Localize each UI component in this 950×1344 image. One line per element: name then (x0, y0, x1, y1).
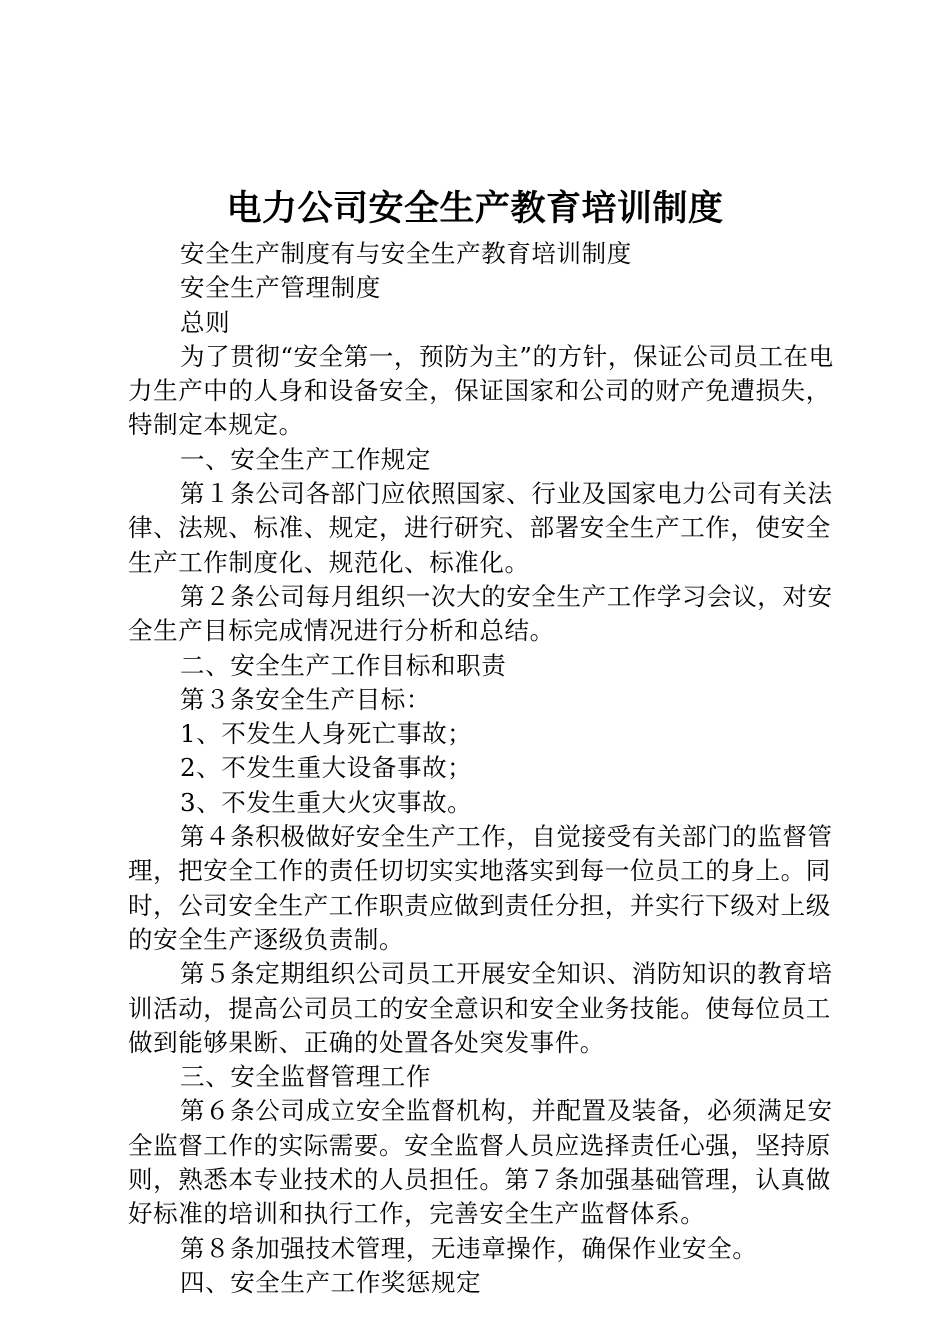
list-item-goal-2: 2、不发生重大设备事故； (180, 753, 473, 783)
list-item-goal-1: 1、不发生人身死亡事故； (180, 719, 473, 749)
document-body (128, 237, 840, 1300)
list-item-goal-3: 3、不发生重大火灾事故。 (180, 787, 473, 817)
paragraph-article-8: 第８条加强技术管理，无违章操作，确保作业安全。 (180, 1233, 758, 1263)
paragraph-subtitle: 安全生产制度有与安全生产教育培训制度 (180, 239, 632, 268)
heading-section-1: 一、安全生产工作规定 (180, 444, 431, 474)
heading-section-2: 二、安全生产工作目标和职责 (180, 650, 507, 680)
paragraph-article-3: 第３条安全生产目标： (180, 684, 431, 714)
paragraph-section-name: 安全生产管理制度 (180, 273, 381, 303)
paragraph-general-heading: 总则 (180, 307, 231, 337)
paragraph-article-2: 第２条公司每月组织一次大的安全生产工作学习会议，对安全生产目标完成情况进行分析和总结。 (128, 581, 833, 646)
paragraph-article-1: 第１条公司各部门应依照国家、行业及国家电力公司有关法律、法规、标准、规定，进行研究、部署安全生产工作，使安全生产工作制度化、规范化、标准化。 (128, 479, 833, 577)
paragraph-article-6-7: 第６条公司成立安全监督机构，并配置及装备，必须满足安全监督工作的实际需要。安全监督人员应选择责任心强，坚持原则，熟悉本专业技术的人员担任。第７条加强基础管理，认真做好标准的培训和执行工作，完善安全生产监督体系。 (128, 1096, 833, 1229)
paragraph-article-4: 第４条积极做好安全生产工作，自觉接受有关部门的监督管理，把安全工作的责任切切实实地落实到每一位员工的身上。同时，公司安全生产工作职责应做到责任分担，并实行下级对上级的安全生产逐级负责制。 (128, 822, 833, 954)
heading-section-3: 三、安全监督管理工作 (180, 1062, 431, 1092)
document-title: 电力公司安全生产教育培训制度 (226, 189, 724, 229)
heading-section-4: 四、安全生产工作奖惩规定 (180, 1267, 482, 1297)
paragraph-article-5: 第５条定期组织公司员工开展安全知识、消防知识的教育培训活动，提高公司员工的安全意识和安全业务技能。使每位员工做到能够果断、正确的处置各处突发事件。 (128, 959, 833, 1057)
paragraph-purpose: 为了贯彻“安全第一，预防为主”的方针，保证公司员工在电力生产中的人身和设备安全，保证国家和公司的财产免遭损失，特制定本规定。 (128, 341, 834, 440)
